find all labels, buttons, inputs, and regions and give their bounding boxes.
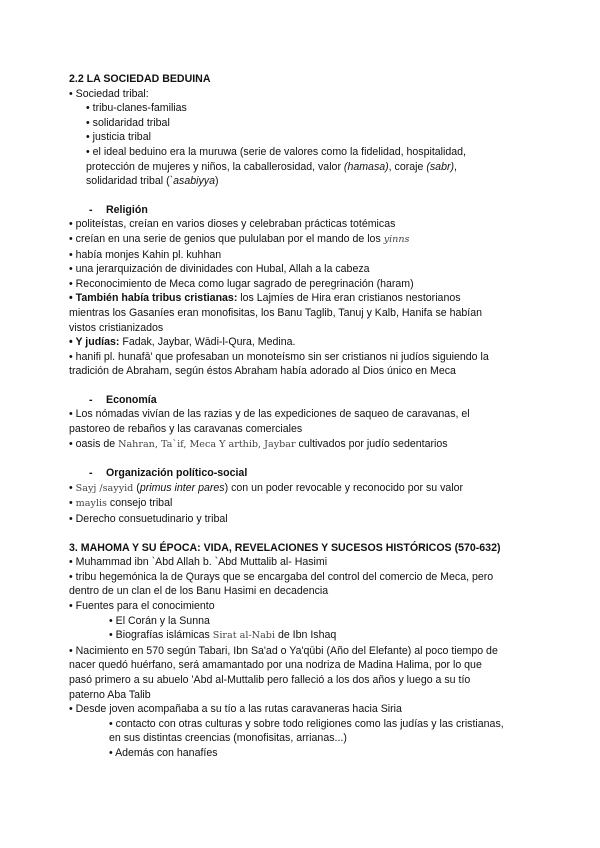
term-sirat-al-nabi: Sirat al-Nabi: [212, 630, 276, 642]
bold-lead: • Y judías:: [69, 336, 120, 349]
subheading-economia: [69, 393, 549, 408]
term-maylis: maylis: [75, 498, 107, 510]
text: •: [69, 497, 76, 510]
list-item: • El Corán y la Sunna: [109, 614, 210, 627]
text-line: [69, 160, 549, 175]
list-item: • Los nómadas vivían de las razias y de las expediciones de saqueo de caravanas, el: [69, 408, 470, 421]
list-item: • Nacimiento en 570 según Tabari, Ibn Sa'ad o Ya'qūbi (Año del Elefante) al poco tiempo de: [69, 644, 498, 657]
section-heading-mahoma: 3. MAHOMA Y SU ÉPOCA: VIDA, REVELACIONES Y SUCESOS HISTÓRICOS (570-632): [69, 541, 501, 554]
list-item: [69, 496, 549, 512]
text: los Lajmíes de Hira eran cristianos nestorianos: [237, 292, 461, 305]
subheading-text: Economía: [106, 393, 157, 406]
list-item: • politeístas, creían en varios dioses y celebraban prácticas totémicas: [69, 218, 396, 231]
list-item: [69, 437, 549, 453]
bold-lead: • También había tribus cristianas:: [69, 292, 238, 305]
list-item: • justicia tribal: [86, 131, 151, 144]
text: solidaridad tribal (: [86, 175, 170, 188]
text: • oasis de: [69, 437, 119, 450]
text: (: [133, 481, 140, 494]
subheading-text: Religión: [106, 203, 148, 216]
term-sabr: (sabr): [426, 160, 455, 173]
text-line: en sus distintas creencias (monofisitas, arrianas...): [109, 732, 347, 745]
list-item: [69, 481, 549, 497]
dash-marker: -: [89, 393, 93, 406]
term-oasis-names: Nahran, Ta`if, Meca Y arthib, Jaybar: [118, 438, 296, 450]
text: • Biografías islámicas: [109, 629, 213, 642]
text: ,: [454, 160, 457, 173]
text: protección de mujeres y niños, la caballerosidad, valor: [86, 160, 344, 173]
term-hamasa: (hamasa): [343, 160, 389, 173]
list-item: • Derecho consuetudinario y tribal: [69, 513, 228, 526]
list-item: • Sociedad tribal:: [69, 87, 149, 100]
term-sayj: Sayj /sayyid: [75, 482, 134, 494]
dash-marker: -: [89, 203, 93, 216]
spacer: [69, 527, 549, 541]
term-primus-inter-pares: primus inter pares: [139, 481, 225, 494]
text-line: paterno Aba Talib: [69, 688, 151, 701]
text-line: mientras los Gasaníes eran monofisitas, los Banu Taglib, Tanuj y Kalb, Hanifa se habían: [69, 306, 482, 319]
text: , coraje: [388, 160, 427, 173]
list-item: • una jerarquización de divinidades con Hubal, Allah a la cabeza: [69, 263, 370, 276]
list-item: • Muhammad ibn `Abd Allah b. `Abd Muttalib al- Hasimi: [69, 556, 328, 569]
list-item: • el ideal beduino era la muruwa (serie de valores como la fidelidad, hospitalidad,: [86, 145, 467, 158]
subheading-text: Organización político-social: [106, 467, 248, 480]
term-yinns: yinns: [383, 233, 410, 245]
text-line: tradición de Abraham, según éstos Abraham había adorado al Dios único en Meca: [69, 365, 456, 378]
text-line: dentro de un clan el de los Banu Hasimi en decadencia: [69, 585, 329, 598]
list-item: • había monjes Kahin pl. kuhhan: [69, 248, 222, 261]
text-line: nacer quedó huérfano, será amamantado por una nodriza de Madina Halima, por lo que: [69, 659, 482, 672]
dash-marker: -: [89, 467, 93, 480]
text-line: vistos cristianizados: [69, 321, 164, 334]
text: consejo tribal: [106, 497, 173, 510]
list-item: • tribu-clanes-familias: [86, 102, 187, 115]
list-item: • Fuentes para el conocimiento: [69, 600, 215, 612]
document-body: [69, 72, 549, 761]
term-asabiyya: `asabiyya: [169, 175, 215, 188]
list-item: [69, 291, 549, 306]
subheading-organizacion: [69, 466, 549, 481]
list-item: • Desde joven acompañaba a su tío a las rutas caravaneras hacia Siria: [69, 703, 402, 716]
list-item: [69, 335, 549, 350]
text: •: [69, 481, 76, 494]
list-item: • solidaridad tribal: [86, 116, 170, 129]
text: • creían en una serie de genios que pululaban por el mando de los: [69, 232, 384, 245]
spacer: [69, 379, 549, 393]
list-item: • Además con hanafíes: [109, 746, 218, 759]
spacer: [69, 452, 549, 466]
text: cultivados por judío sedentarios: [295, 437, 448, 450]
list-item: [69, 232, 549, 248]
text-line: [69, 174, 549, 189]
text: Fadak, Jaybar, Wādi-l-Qura, Medina.: [119, 336, 296, 349]
text: ): [214, 175, 219, 188]
list-item: • hanifi pl. hunafā' que profesaban un monoteísmo sin ser cristianos ni judíos siguiendo la: [69, 350, 489, 363]
subheading-religion: [69, 203, 549, 218]
text-line: pastoreo de rebaños y las caravanas comerciales: [69, 423, 303, 436]
list-item: • contacto con otras culturas y sobre todo religiones como las judías y las cristianas,: [109, 717, 504, 730]
section-heading-sociedad-beduina: 2.2 LA SOCIEDAD BEDUINA: [69, 73, 211, 85]
text-line: pasó primero a su abuelo 'Abd al-Muttalib pero falleció a los dos años y luego a su tío: [69, 673, 471, 686]
text: de Ibn Ishaq: [275, 629, 337, 642]
text: ) con un poder revocable y reconocido por su valor: [224, 481, 464, 494]
spacer: [69, 189, 549, 203]
list-item: [69, 628, 549, 644]
list-item: • tribu hegemónica la de Qurays que se encargaba del control del comercio de Meca, pero: [69, 570, 494, 583]
list-item: • Reconocimiento de Meca como lugar sagrado de peregrinación (haram): [69, 277, 414, 290]
